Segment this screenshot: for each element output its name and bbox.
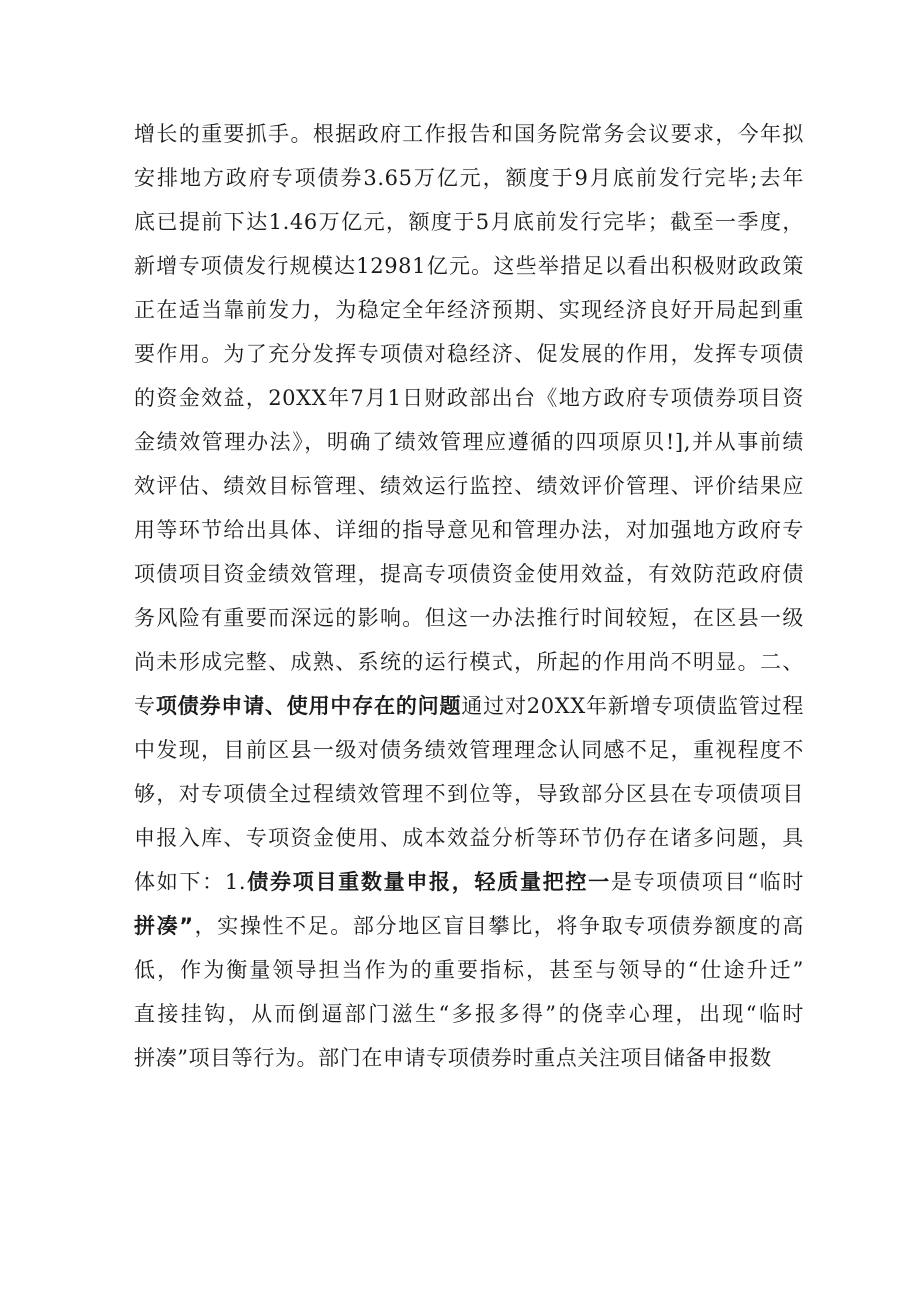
text-line bbox=[134, 464, 804, 508]
text-segment: 低，作为衡量领导担当作为的重要指标，甚至与领导的“仕途升迁” bbox=[134, 958, 804, 982]
text-segment: 增长的重要抓手。根据政府工作报告和国务院常务会议要求，今年拟 bbox=[134, 122, 804, 146]
text-line bbox=[134, 728, 804, 772]
text-segment: 中发现，目前区县一级对债务绩效管理理念认同感不足，重视程度不 bbox=[134, 738, 804, 762]
text-line bbox=[134, 992, 804, 1036]
text-segment: 是专项债项目“临时 bbox=[610, 870, 804, 894]
text-segment: 申报入库、专项资金使用、成本效益分析等环节仍存在诸多问题，具 bbox=[134, 826, 804, 850]
text-line bbox=[134, 772, 804, 816]
text-line bbox=[134, 552, 804, 596]
text-line bbox=[134, 904, 804, 948]
text-line bbox=[134, 288, 804, 332]
text-segment: 专 bbox=[134, 694, 156, 718]
text-line bbox=[134, 684, 804, 728]
text-line bbox=[134, 596, 804, 640]
text-segment: 用等环节给出具体、详细的指导意见和管理办法，对加强地方政府专 bbox=[134, 518, 804, 542]
text-segment: 安排地方政府专项债券3.65万亿元，额度于9月底前发行完毕;去年 bbox=[134, 166, 804, 190]
text-segment: 新增专项债发行规模达12981亿元。这些举措足以看出积极财政政策 bbox=[134, 254, 804, 278]
text-segment: 体如下：1. bbox=[134, 870, 247, 894]
text-segment: 够，对专项债全过程绩效管理不到位等，导致部分区县在专项债项目 bbox=[134, 782, 804, 806]
text-segment: 的资金效益，20XX年7月1日财政部出台《地方政府专项债券项目资 bbox=[134, 386, 804, 410]
text-segment: ，实操性不足。部分地区盲目攀比，将争取专项债券额度的高 bbox=[193, 914, 804, 938]
text-line bbox=[134, 420, 804, 464]
text-line bbox=[134, 376, 804, 420]
text-line bbox=[134, 860, 804, 904]
text-segment: 正在适当靠前发力，为稳定全年经济预期、实现经济良好开局起到重 bbox=[134, 298, 804, 322]
text-segment: 要作用。为了充分发挥专项债对稳经济、促发展的作用，发挥专项债 bbox=[134, 342, 804, 366]
text-line bbox=[134, 640, 804, 684]
text-segment: 直接挂钩，从而倒逼部门滋生“多报多得”的侥幸心理，出现“临时 bbox=[134, 1002, 804, 1026]
text-line bbox=[134, 1036, 804, 1080]
text-segment: 项债项目资金绩效管理，提高专项债资金使用效益，有效防范政府债 bbox=[134, 562, 804, 586]
text-segment: 底已提前下达1.46万亿元，额度于5月底前发行完毕；截至一季度， bbox=[134, 210, 804, 234]
text-line bbox=[134, 948, 804, 992]
text-segment: 尚未形成完整、成熟、系统的运行模式，所起的作用尚不明显。二、 bbox=[134, 650, 804, 674]
bold-text-segment: 拼凑” bbox=[134, 914, 194, 938]
text-line bbox=[134, 508, 804, 552]
text-line bbox=[134, 332, 804, 376]
text-segment: 效评估、绩效目标管理、绩效运行监控、绩效评价管理、评价结果应 bbox=[134, 474, 804, 498]
text-line bbox=[134, 112, 804, 156]
text-line bbox=[134, 816, 804, 860]
text-segment: 务风险有重要而深远的影响。但这一办法推行时间较短，在区县一级 bbox=[134, 606, 804, 630]
bold-text-segment: 项债券申请、使用中存在的问题 bbox=[155, 694, 462, 718]
text-segment: 通过对20XX年新增专项债监管过程 bbox=[461, 694, 804, 718]
text-line bbox=[134, 244, 804, 288]
body-text bbox=[134, 112, 804, 1080]
text-segment: 拼凑”项目等行为。部门在申请专项债券时重点关注项目储备申报数 bbox=[134, 1046, 772, 1070]
text-segment: 金绩效管理办法》，明确了绩效管理应遵循的四项原贝!],并从事前绩 bbox=[134, 430, 804, 454]
text-line bbox=[134, 156, 804, 200]
text-line bbox=[134, 200, 804, 244]
bold-text-segment: 债券项目重数量申报，轻质量把控一 bbox=[246, 870, 611, 894]
